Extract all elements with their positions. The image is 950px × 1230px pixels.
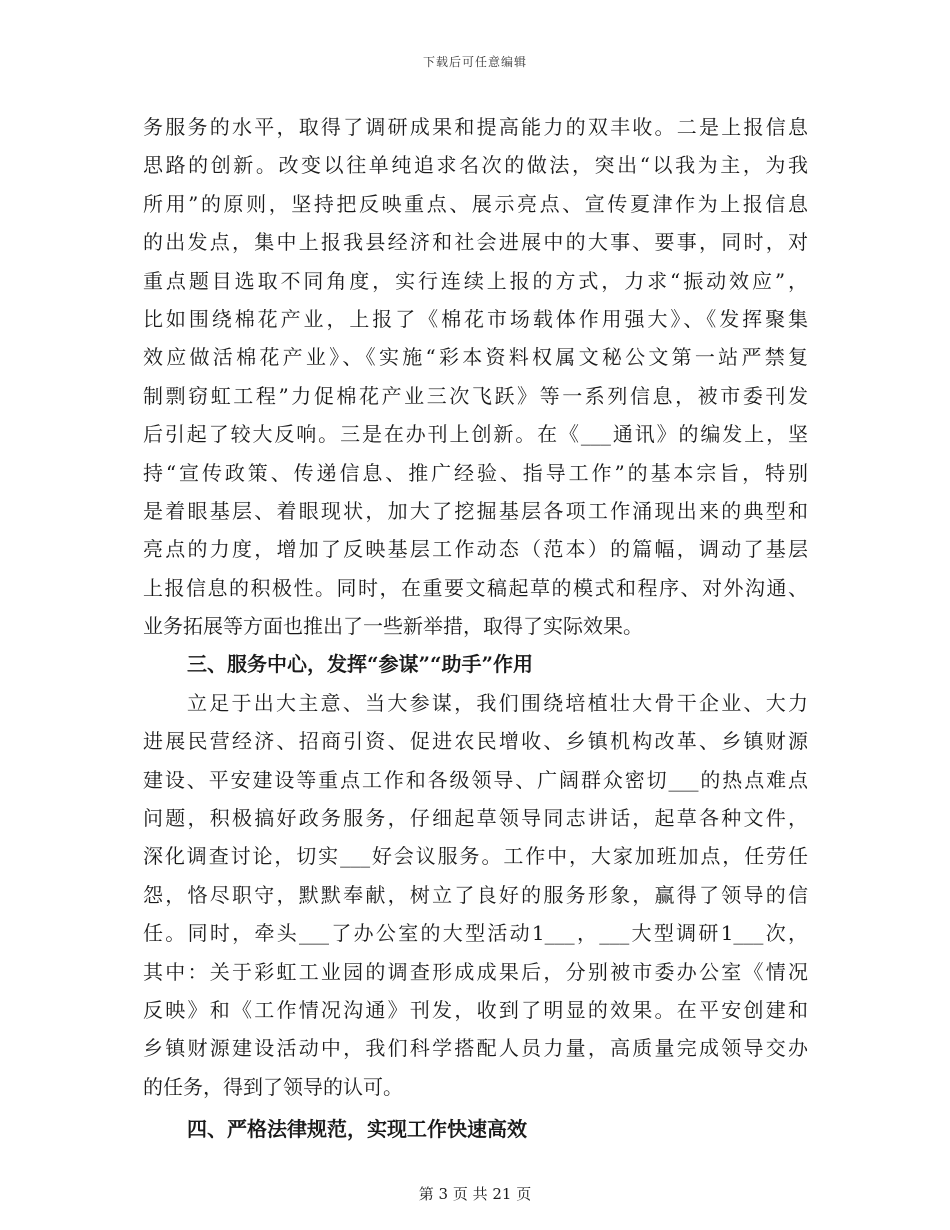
body-line: 的出发点，集中上报我县经济和社会进展中的大事、要事，同时，对 — [143, 230, 808, 255]
body-line: 其中：关于彩虹工业园的调查形成成果后，分别被市委办公室《情况 — [143, 959, 808, 984]
body-line: 制剽窃虹工程”力促棉花产业三次飞跃》等一系列信息，被市委刊发 — [143, 383, 808, 408]
body-line: 深化调查讨论，切实___好会议服务。工作中，大家加班加点，任劳任 — [143, 844, 808, 869]
page-footer: 第 3 页 共 21 页 — [418, 1185, 532, 1203]
body-line: 所用”的原则，坚持把反映重点、展示亮点、宣传夏津作为上报信息 — [143, 191, 808, 216]
section-heading-3: 三、服务中心，发挥“参谋”“助手”作用 — [187, 652, 534, 677]
body-line: 进展民营经济、招商引资、促进农民增收、乡镇机构改革、乡镇财源 — [143, 729, 808, 754]
body-line: 业务拓展等方面也推出了一些新举措，取得了实际效果。 — [143, 614, 643, 639]
document-body — [143, 108, 808, 1149]
body-line: 立足于出大主意、当大参谋，我们围绕培植壮大骨干企业、大力 — [187, 690, 808, 715]
body-line: 建设、平安建设等重点工作和各级领导、广阔群众密切___的热点难点 — [143, 767, 808, 792]
body-line: 的任务，得到了领导的认可。 — [143, 1074, 403, 1099]
body-line: 比如围绕棉花产业，上报了《棉花市场载体作用强大》、《发挥聚集 — [143, 306, 808, 331]
body-line: 怨，恪尽职守，默默奉献，树立了良好的服务形象，赢得了领导的信 — [143, 882, 808, 907]
body-line: 重点题目选取不同角度，实行连续上报的方式，力求“振动效应”， — [143, 268, 808, 293]
body-line: 亮点的力度，增加了反映基层工作动态（范本）的篇幅，调动了基层 — [143, 537, 808, 562]
body-line: 持“宣传政策、传递信息、推广经验、指导工作”的基本宗旨，特别 — [143, 460, 808, 485]
body-line: 反映》和《工作情况沟通》刊发，收到了明显的效果。在平安创建和 — [143, 997, 808, 1022]
body-line: 任。同时，牵头___了办公室的大型活动1___，___大型调研1___次， — [143, 921, 808, 946]
body-line: 务服务的水平，取得了调研成果和提高能力的双丰收。二是上报信息 — [143, 115, 808, 139]
page-header: 下载后可任意编辑 — [422, 55, 527, 69]
body-line: 效应做活棉花产业》、《实施“彩本资料权属文秘公文第一站严禁复 — [143, 345, 808, 370]
body-line: 思路的创新。改变以往单纯追求名次的做法，突出“以我为主，为我 — [143, 153, 808, 178]
body-line: 问题，积极搞好政务服务，仔细起草领导同志讲话，起草各种文件， — [143, 806, 808, 831]
body-line: 是着眼基层、着眼现状，加大了挖掘基层各项工作涌现出来的典型和 — [143, 498, 808, 523]
body-line: 后引起了较大反响。三是在办刊上创新。在《___通讯》的编发上，坚 — [143, 422, 808, 447]
body-line: 乡镇财源建设活动中，我们科学搭配人员力量，高质量完成领导交办 — [143, 1036, 808, 1061]
body-line: 上报信息的积极性。同时，在重要文稿起草的模式和程序、对外沟通、 — [143, 575, 808, 600]
section-heading-4: 四、严格法律规范，实现工作快速高效 — [187, 1117, 527, 1142]
